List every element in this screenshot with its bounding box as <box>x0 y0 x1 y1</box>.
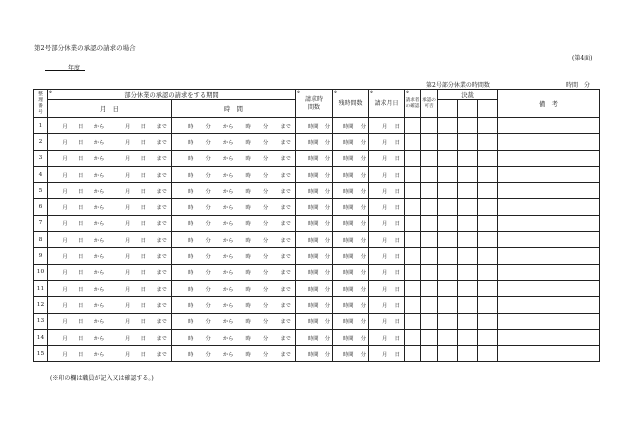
date-range-cell[interactable]: 月 日 から 月 日 まで <box>48 183 172 199</box>
remaining-hours-cell[interactable]: 時間 分 <box>333 166 369 182</box>
table-row <box>34 118 600 134</box>
approval-cell[interactable] <box>421 118 438 134</box>
request-date-cell[interactable]: 月 日 <box>369 118 405 134</box>
request-hours-cell[interactable]: 時間 分 <box>296 232 333 248</box>
date-range-cell[interactable]: 月 日 から 月 日 まで <box>48 166 172 182</box>
decision-cell[interactable] <box>478 199 498 215</box>
request-hours-cell[interactable]: 時間 分 <box>296 199 333 215</box>
decision-cell[interactable] <box>458 183 478 199</box>
decision-cell[interactable] <box>438 166 458 182</box>
remarks-cell[interactable] <box>498 215 600 231</box>
confirm-cell[interactable] <box>405 329 421 345</box>
time-range-cell[interactable]: 時 分 から 時 分 まで <box>172 313 296 329</box>
date-range-cell[interactable]: 月 日 から 月 日 まで <box>48 150 172 166</box>
decision-cell[interactable] <box>478 264 498 280</box>
approval-cell[interactable] <box>421 248 438 264</box>
request-date-cell[interactable]: 月 日 <box>369 329 405 345</box>
decision-cell[interactable] <box>458 199 478 215</box>
row-number: 1 <box>34 118 48 134</box>
date-range-cell[interactable]: 月 日 から 月 日 まで <box>48 346 172 362</box>
table-row <box>34 248 600 264</box>
time-range-cell[interactable]: 時 分 から 時 分 まで <box>172 280 296 296</box>
decision-cell[interactable] <box>438 248 458 264</box>
decision-cell[interactable] <box>458 264 478 280</box>
date-range-cell[interactable]: 月 日 から 月 日 まで <box>48 118 172 134</box>
decision-cell[interactable] <box>458 248 478 264</box>
table-row <box>34 215 600 231</box>
approval-cell[interactable] <box>421 346 438 362</box>
table-row <box>34 183 600 199</box>
request-hours-cell[interactable]: 時間 分 <box>296 346 333 362</box>
approval-cell[interactable] <box>421 264 438 280</box>
decision-cell[interactable] <box>438 183 458 199</box>
date-range-cell[interactable]: 月 日 から 月 日 まで <box>48 215 172 231</box>
confirm-cell[interactable] <box>405 118 421 134</box>
remaining-hours-cell[interactable]: 時間 分 <box>333 183 369 199</box>
decision-cell[interactable] <box>458 166 478 182</box>
table-row <box>34 166 600 182</box>
decision-cell[interactable] <box>478 232 498 248</box>
decision-cell[interactable] <box>478 248 498 264</box>
request-date-cell[interactable]: 月 日 <box>369 248 405 264</box>
approval-cell[interactable] <box>421 280 438 296</box>
decision-cell[interactable] <box>438 346 458 362</box>
decision-cell[interactable] <box>438 150 458 166</box>
decision-cell[interactable] <box>478 100 498 118</box>
header-approval: 承認の可否 <box>421 90 438 118</box>
date-range-cell[interactable]: 月 日 から 月 日 まで <box>48 313 172 329</box>
row-number: 7 <box>34 215 48 231</box>
header-remarks: 備 考 <box>498 90 600 118</box>
decision-cell[interactable] <box>458 150 478 166</box>
approval-cell[interactable] <box>421 166 438 182</box>
time-range-cell[interactable]: 時 分 から 時 分 まで <box>172 183 296 199</box>
header-remaining-hours: ※ 残時間数 <box>333 90 369 118</box>
request-hours-cell[interactable]: 時間 分 <box>296 313 333 329</box>
approval-cell[interactable] <box>421 215 438 231</box>
decision-cell[interactable] <box>458 297 478 313</box>
date-range-cell[interactable]: 月 日 から 月 日 まで <box>48 297 172 313</box>
decision-cell[interactable] <box>458 329 478 345</box>
remarks-cell[interactable] <box>498 346 600 362</box>
remaining-hours-cell[interactable]: 時間 分 <box>333 215 369 231</box>
confirm-cell[interactable] <box>405 346 421 362</box>
decision-cell[interactable] <box>438 297 458 313</box>
remarks-cell[interactable] <box>498 280 600 296</box>
time-range-cell[interactable]: 時 分 から 時 分 まで <box>172 346 296 362</box>
decision-cell[interactable] <box>478 280 498 296</box>
time-range-cell[interactable]: 時 分 から 時 分 まで <box>172 215 296 231</box>
decision-cell[interactable] <box>458 280 478 296</box>
decision-cell[interactable] <box>478 134 498 150</box>
time-range-cell[interactable]: 時 分 から 時 分 まで <box>172 329 296 345</box>
time-range-cell[interactable]: 時 分 から 時 分 まで <box>172 150 296 166</box>
footnote: (※印の欄は職員が記入又は確認する。) <box>50 375 154 382</box>
remaining-hours-cell[interactable]: 時間 分 <box>333 313 369 329</box>
confirm-cell[interactable] <box>405 166 421 182</box>
header-period: ※ 部分休業の承認の請求をする期間 <box>48 90 296 100</box>
request-table <box>33 89 600 362</box>
remarks-cell[interactable] <box>498 166 600 182</box>
request-date-cell[interactable]: 月 日 <box>369 346 405 362</box>
time-range-cell[interactable]: 時 分 から 時 分 まで <box>172 248 296 264</box>
date-range-cell[interactable]: 月 日 から 月 日 まで <box>48 199 172 215</box>
decision-cell[interactable] <box>478 329 498 345</box>
remaining-hours-cell[interactable]: 時間 分 <box>333 150 369 166</box>
remaining-hours-cell[interactable]: 時間 分 <box>333 248 369 264</box>
time-range-cell[interactable]: 時 分 から 時 分 まで <box>172 232 296 248</box>
header-time: 時 間 <box>172 100 296 118</box>
remarks-cell[interactable] <box>498 118 600 134</box>
year-label: 年度 <box>68 65 81 72</box>
row-number: 15 <box>34 346 48 362</box>
approval-cell[interactable] <box>421 297 438 313</box>
date-range-cell[interactable]: 月 日 から 月 日 まで <box>48 264 172 280</box>
request-hours-cell[interactable]: 時間 分 <box>296 166 333 182</box>
decision-cell[interactable] <box>438 118 458 134</box>
decision-cell[interactable] <box>478 313 498 329</box>
decision-cell[interactable] <box>478 166 498 182</box>
approval-cell[interactable] <box>421 150 438 166</box>
request-hours-cell[interactable]: 時間 分 <box>296 248 333 264</box>
row-number: 14 <box>34 329 48 345</box>
table-row <box>34 329 600 345</box>
table-row <box>34 232 600 248</box>
request-hours-cell[interactable]: 時間 分 <box>296 118 333 134</box>
decision-cell[interactable] <box>478 150 498 166</box>
time-range-cell[interactable]: 時 分 から 時 分 まで <box>172 166 296 182</box>
confirm-cell[interactable] <box>405 280 421 296</box>
table-row <box>34 280 600 296</box>
row-number: 11 <box>34 280 48 296</box>
remarks-cell[interactable] <box>498 150 600 166</box>
table-row <box>34 150 600 166</box>
hours-total-label: 第2号部分休業の時間数 <box>426 82 490 89</box>
row-number: 10 <box>34 264 48 280</box>
remarks-cell[interactable] <box>498 248 600 264</box>
form-title: 第2号部分休業の承認の請求の場合 <box>34 44 136 52</box>
approval-cell[interactable] <box>421 232 438 248</box>
request-date-cell[interactable]: 月 日 <box>369 215 405 231</box>
decision-cell[interactable] <box>438 232 458 248</box>
confirm-cell[interactable] <box>405 264 421 280</box>
request-date-cell[interactable]: 月 日 <box>369 297 405 313</box>
date-range-cell[interactable]: 月 日 から 月 日 まで <box>48 248 172 264</box>
header-confirm: ※ 請求者の確認 <box>405 90 421 118</box>
decision-cell[interactable] <box>438 199 458 215</box>
confirm-cell[interactable] <box>405 183 421 199</box>
request-date-cell[interactable]: 月 日 <box>369 183 405 199</box>
decision-cell[interactable] <box>458 313 478 329</box>
remarks-cell[interactable] <box>498 199 600 215</box>
confirm-cell[interactable] <box>405 134 421 150</box>
remarks-cell[interactable] <box>498 134 600 150</box>
request-hours-cell[interactable]: 時間 分 <box>296 329 333 345</box>
approval-cell[interactable] <box>421 183 438 199</box>
confirm-cell[interactable] <box>405 199 421 215</box>
header-request-hours: ※ 請求時間数 <box>296 90 333 118</box>
decision-cell[interactable] <box>478 346 498 362</box>
header-decision: 決裁 <box>438 90 498 100</box>
request-date-cell[interactable]: 月 日 <box>369 150 405 166</box>
date-range-cell[interactable]: 月 日 から 月 日 まで <box>48 329 172 345</box>
remaining-hours-cell[interactable]: 時間 分 <box>333 232 369 248</box>
remaining-hours-cell[interactable]: 時間 分 <box>333 199 369 215</box>
decision-cell[interactable] <box>478 297 498 313</box>
remarks-cell[interactable] <box>498 297 600 313</box>
date-range-cell[interactable]: 月 日 から 月 日 まで <box>48 280 172 296</box>
row-number: 9 <box>34 248 48 264</box>
remaining-hours-cell[interactable]: 時間 分 <box>333 346 369 362</box>
request-hours-cell[interactable]: 時間 分 <box>296 183 333 199</box>
decision-cell[interactable] <box>438 100 458 118</box>
header-month-day: 月 日 <box>48 100 172 118</box>
row-number: 5 <box>34 183 48 199</box>
row-number: 4 <box>34 166 48 182</box>
decision-cell[interactable] <box>458 346 478 362</box>
table-row <box>34 134 600 150</box>
remarks-cell[interactable] <box>498 264 600 280</box>
decision-cell[interactable] <box>478 118 498 134</box>
decision-cell[interactable] <box>438 215 458 231</box>
request-date-cell[interactable]: 月 日 <box>369 264 405 280</box>
request-date-cell[interactable]: 月 日 <box>369 313 405 329</box>
row-number: 3 <box>34 150 48 166</box>
decision-cell[interactable] <box>458 232 478 248</box>
remarks-cell[interactable] <box>498 183 600 199</box>
table-row <box>34 199 600 215</box>
approval-cell[interactable] <box>421 199 438 215</box>
time-range-cell[interactable]: 時 分 から 時 分 まで <box>172 134 296 150</box>
request-hours-cell[interactable]: 時間 分 <box>296 134 333 150</box>
decision-cell[interactable] <box>458 100 478 118</box>
table-row <box>34 313 600 329</box>
request-date-cell[interactable]: 月 日 <box>369 199 405 215</box>
time-range-cell[interactable]: 時 分 から 時 分 まで <box>172 264 296 280</box>
row-number: 8 <box>34 232 48 248</box>
confirm-cell[interactable] <box>405 150 421 166</box>
decision-cell[interactable] <box>458 215 478 231</box>
remaining-hours-cell[interactable]: 時間 分 <box>333 329 369 345</box>
table-row <box>34 264 600 280</box>
table-row <box>34 346 600 362</box>
confirm-cell[interactable] <box>405 297 421 313</box>
decision-cell[interactable] <box>458 118 478 134</box>
hours-total-unit: 時間 分 <box>566 82 591 89</box>
decision-cell[interactable] <box>478 183 498 199</box>
request-hours-cell[interactable]: 時間 分 <box>296 264 333 280</box>
date-range-cell[interactable]: 月 日 から 月 日 まで <box>48 232 172 248</box>
remaining-hours-cell[interactable]: 時間 分 <box>333 264 369 280</box>
header-request-date: ※ 請求月日 <box>369 90 405 118</box>
remaining-hours-cell[interactable]: 時間 分 <box>333 280 369 296</box>
request-hours-cell[interactable]: 時間 分 <box>296 280 333 296</box>
confirm-cell[interactable] <box>405 248 421 264</box>
time-range-cell[interactable]: 時 分 から 時 分 まで <box>172 118 296 134</box>
header-row-no: 整理番号 <box>34 90 48 118</box>
decision-cell[interactable] <box>438 280 458 296</box>
row-number: 12 <box>34 297 48 313</box>
remaining-hours-cell[interactable]: 時間 分 <box>333 118 369 134</box>
request-date-cell[interactable]: 月 日 <box>369 134 405 150</box>
decision-cell[interactable] <box>438 264 458 280</box>
decision-cell[interactable] <box>458 134 478 150</box>
remaining-hours-cell[interactable]: 時間 分 <box>333 134 369 150</box>
decision-cell[interactable] <box>438 329 458 345</box>
remarks-cell[interactable] <box>498 232 600 248</box>
request-date-cell[interactable]: 月 日 <box>369 280 405 296</box>
request-hours-cell[interactable]: 時間 分 <box>296 215 333 231</box>
decision-cell[interactable] <box>438 313 458 329</box>
approval-cell[interactable] <box>421 313 438 329</box>
row-number: 13 <box>34 313 48 329</box>
confirm-cell[interactable] <box>405 313 421 329</box>
approval-cell[interactable] <box>421 134 438 150</box>
approval-cell[interactable] <box>421 329 438 345</box>
request-date-cell[interactable]: 月 日 <box>369 232 405 248</box>
table-row <box>34 297 600 313</box>
page-number: (第4面) <box>572 55 593 62</box>
date-range-cell[interactable]: 月 日 から 月 日 まで <box>48 134 172 150</box>
request-date-cell[interactable]: 月 日 <box>369 166 405 182</box>
time-range-cell[interactable]: 時 分 から 時 分 まで <box>172 297 296 313</box>
time-range-cell[interactable]: 時 分 から 時 分 まで <box>172 199 296 215</box>
remarks-cell[interactable] <box>498 329 600 345</box>
request-hours-cell[interactable]: 時間 分 <box>296 297 333 313</box>
remarks-cell[interactable] <box>498 313 600 329</box>
decision-cell[interactable] <box>478 215 498 231</box>
request-hours-cell[interactable]: 時間 分 <box>296 150 333 166</box>
decision-cell[interactable] <box>438 134 458 150</box>
row-number: 6 <box>34 199 48 215</box>
remaining-hours-cell[interactable]: 時間 分 <box>333 297 369 313</box>
row-number: 2 <box>34 134 48 150</box>
confirm-cell[interactable] <box>405 232 421 248</box>
confirm-cell[interactable] <box>405 215 421 231</box>
